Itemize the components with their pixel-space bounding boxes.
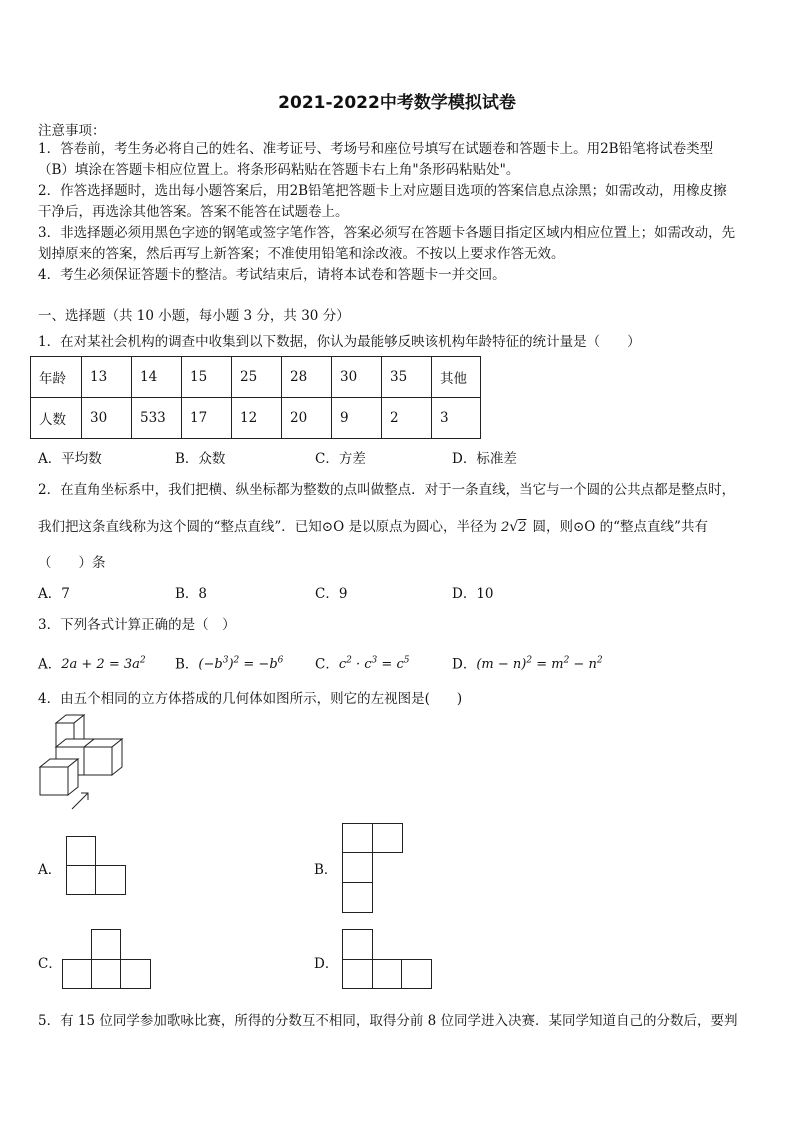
notes-line: 1．答卷前，考生务必将自己的姓名、准考证号、考场号和座位号填写在试题卷和答题卡上。用2B铅笔将试卷类型 (38, 141, 714, 157)
sqrt-icon: √ (509, 519, 519, 535)
table-cell: 人数 (31, 398, 82, 439)
table-cell: 14 (132, 357, 182, 398)
table-cell: 30 (82, 398, 132, 439)
question-5-line: 5．有 15 位同学参加歌咏比赛，所得的分数互不相同，取得分前 8 位同学进入决赛．某同学知道自己的分数后，要判 (38, 1013, 738, 1029)
table-cell: 533 (132, 398, 182, 439)
notes-line: 4．考生必须保证答题卡的整洁。考试结束后，请将本试卷和答题卡一并交回。 (38, 267, 506, 283)
view-option-c (62, 929, 152, 990)
option-a (38, 652, 146, 674)
table-cell: 25 (232, 357, 282, 398)
formula-d: $(m - n)^2 = m^2 - n^2$ (476, 656, 603, 673)
page-title: 2021-2022中考数学模拟试卷 (278, 93, 516, 113)
question-3-stem: 3．下列各式计算正确的是（ ） (38, 617, 236, 633)
table-row (31, 398, 481, 439)
question-4-stem: 4．由五个相同的立方体搭成的几何体如图所示，则它的左视图是( ) (38, 691, 463, 707)
view-option-d (342, 929, 433, 990)
radius-root: 2 (518, 520, 527, 535)
table-cell: 3 (432, 398, 481, 439)
option-c: C．方差 (315, 451, 366, 467)
table-row (31, 357, 481, 398)
view-option-b (342, 823, 404, 914)
option-label: A． (38, 656, 62, 673)
notes-line: （B）填涂在答题卡相应位置上。将条形码粘贴在答题卡右上角"条形码粘贴处"。 (38, 162, 520, 178)
formula-b: $(-b^3)^2 = -b^6$ (198, 656, 284, 673)
table-cell: 年龄 (31, 357, 82, 398)
option-d: D．10 (452, 586, 494, 602)
option-b (175, 652, 283, 674)
question-2-line: （ ）条 (38, 555, 106, 571)
formula-c: $c^2 \cdot c^3 = c^5$ (338, 656, 410, 673)
question-1-stem: 1．在对某社会机构的调查中收集到以下数据，你认为最能够反映该机构年龄特征的统计量是（ ） (38, 334, 641, 350)
option-a: A．平均数 (38, 451, 102, 467)
table-cell: 35 (382, 357, 432, 398)
question-2-line: 2．在直角坐标系中，我们把横、纵坐标都为整数的点叫做整点．对于一条直线，当它与一个圆的公共点都是整点时， (38, 482, 736, 498)
option-c: C．9 (315, 586, 348, 602)
table-cell: 17 (182, 398, 232, 439)
option-label: D． (452, 656, 477, 673)
notes-line: 2．作答选择题时，选出每小题答案后，用2B铅笔把答题卡上对应题目选项的答案信息点涂黑；如需改动，用橡皮擦 (38, 183, 727, 199)
option-b: B．众数 (175, 451, 226, 467)
table-cell: 13 (82, 357, 132, 398)
table-cell: 30 (332, 357, 382, 398)
age-table (30, 356, 481, 439)
option-d: D． (314, 956, 339, 972)
question-2-line (38, 518, 708, 537)
table-cell: 12 (232, 398, 282, 439)
table-cell: 2 (382, 398, 432, 439)
table-cell: 9 (332, 398, 382, 439)
option-a: A． (38, 862, 62, 878)
option-d: D．标准差 (452, 451, 517, 467)
table-cell: 28 (282, 357, 332, 398)
question-2-text: 圆，则⊙O 的“整点直线”共有 (532, 519, 708, 535)
cube-solid-figure (36, 713, 126, 813)
radius-coefficient: 2 (500, 520, 510, 535)
option-b: B．8 (175, 586, 208, 602)
view-option-a (66, 836, 127, 896)
option-b: B． (314, 862, 338, 878)
option-a: A．7 (38, 586, 70, 602)
notes-line: 3．非选择题必须用黑色字迹的钢笔或签字笔作答，答案必须写在答题卡各题目指定区域内相应位置上；如需改动，先 (38, 225, 736, 241)
table-cell: 其他 (432, 357, 481, 398)
notes-heading: 注意事项： (38, 123, 106, 139)
notes-line: 划掉原来的答案，然后再写上新答案；不准使用铅笔和涂改液。不按以上要求作答无效。 (38, 246, 565, 262)
option-c: C． (38, 956, 62, 972)
formula-a: $2a + 2 = 3a^2$ (61, 656, 146, 673)
table-cell: 15 (182, 357, 232, 398)
notes-line: 干净后，再选涂其他答案。答案不能答在试题卷上。 (38, 204, 349, 220)
option-c (315, 652, 409, 674)
option-d (452, 652, 603, 674)
table-cell: 20 (282, 398, 332, 439)
question-2-text: 我们把这条直线称为这个圆的“整点直线”．已知⊙O 是以原点为圆心，半径为 (38, 519, 497, 535)
option-label: B． (175, 656, 199, 673)
section-heading: 一、选择题（共 10 小题，每小题 3 分，共 30 分） (38, 308, 350, 324)
option-label: C． (315, 656, 339, 673)
